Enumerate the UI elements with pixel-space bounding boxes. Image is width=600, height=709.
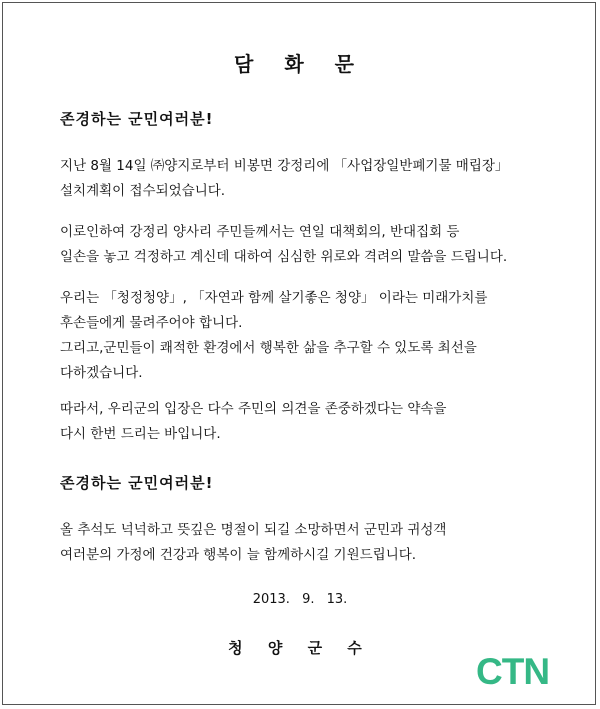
salutation-bottom: 존경하는 군민여러분!: [60, 474, 214, 492]
text-line: 따라서, 우리군의 입장은 다수 주민의 의견을 존중하겠다는 약속을: [60, 401, 447, 417]
text-line: 다하겠습니다.: [60, 365, 143, 381]
salutation-top: 존경하는 군민여러분!: [60, 110, 214, 128]
paragraph-closing: [60, 518, 554, 568]
text-line: 다시 한번 드리는 바입니다.: [60, 426, 221, 442]
paragraph-position: [60, 397, 554, 447]
paragraph-residents: [60, 220, 554, 270]
text-line: 우리는 「청정청양」, 「자연과 함께 살기좋은 청양」 이라는 미래가치를: [60, 290, 488, 306]
signature: 청 양 군 수: [228, 639, 372, 657]
text-line: 지난 8월 14일 ㈜양지로부터 비봉면 강정리에 「사업장일반폐기물 매립장」: [60, 158, 509, 174]
text-line: 후손들에게 물려주어야 합니다.: [60, 315, 243, 331]
text-line: 그리고,군민들이 쾌적한 환경에서 행복한 삶을 추구할 수 있도록 최선을: [60, 340, 477, 356]
paragraph-announcement: [60, 154, 554, 204]
ctn-logo: CTN: [476, 651, 550, 692]
document-date: 2013. 9. 13.: [252, 592, 348, 607]
document-title: 담 화 문: [234, 52, 366, 76]
paragraph-vision: [60, 286, 554, 386]
text-line: 이로인하여 강정리 양사리 주민들께서는 연일 대책회의, 반대집회 등: [60, 224, 460, 240]
text-line: 올 추석도 넉넉하고 뜻깊은 명절이 되길 소망하면서 군민과 귀성객: [60, 522, 447, 538]
text-line: 설치계획이 접수되었습니다.: [60, 183, 226, 199]
text-line: 일손을 놓고 걱정하고 계신데 대하여 심심한 위로와 격려의 말씀을 드립니다.: [60, 249, 508, 265]
text-line: 여러분의 가정에 건강과 행복이 늘 함께하시길 기원드립니다.: [60, 547, 417, 563]
